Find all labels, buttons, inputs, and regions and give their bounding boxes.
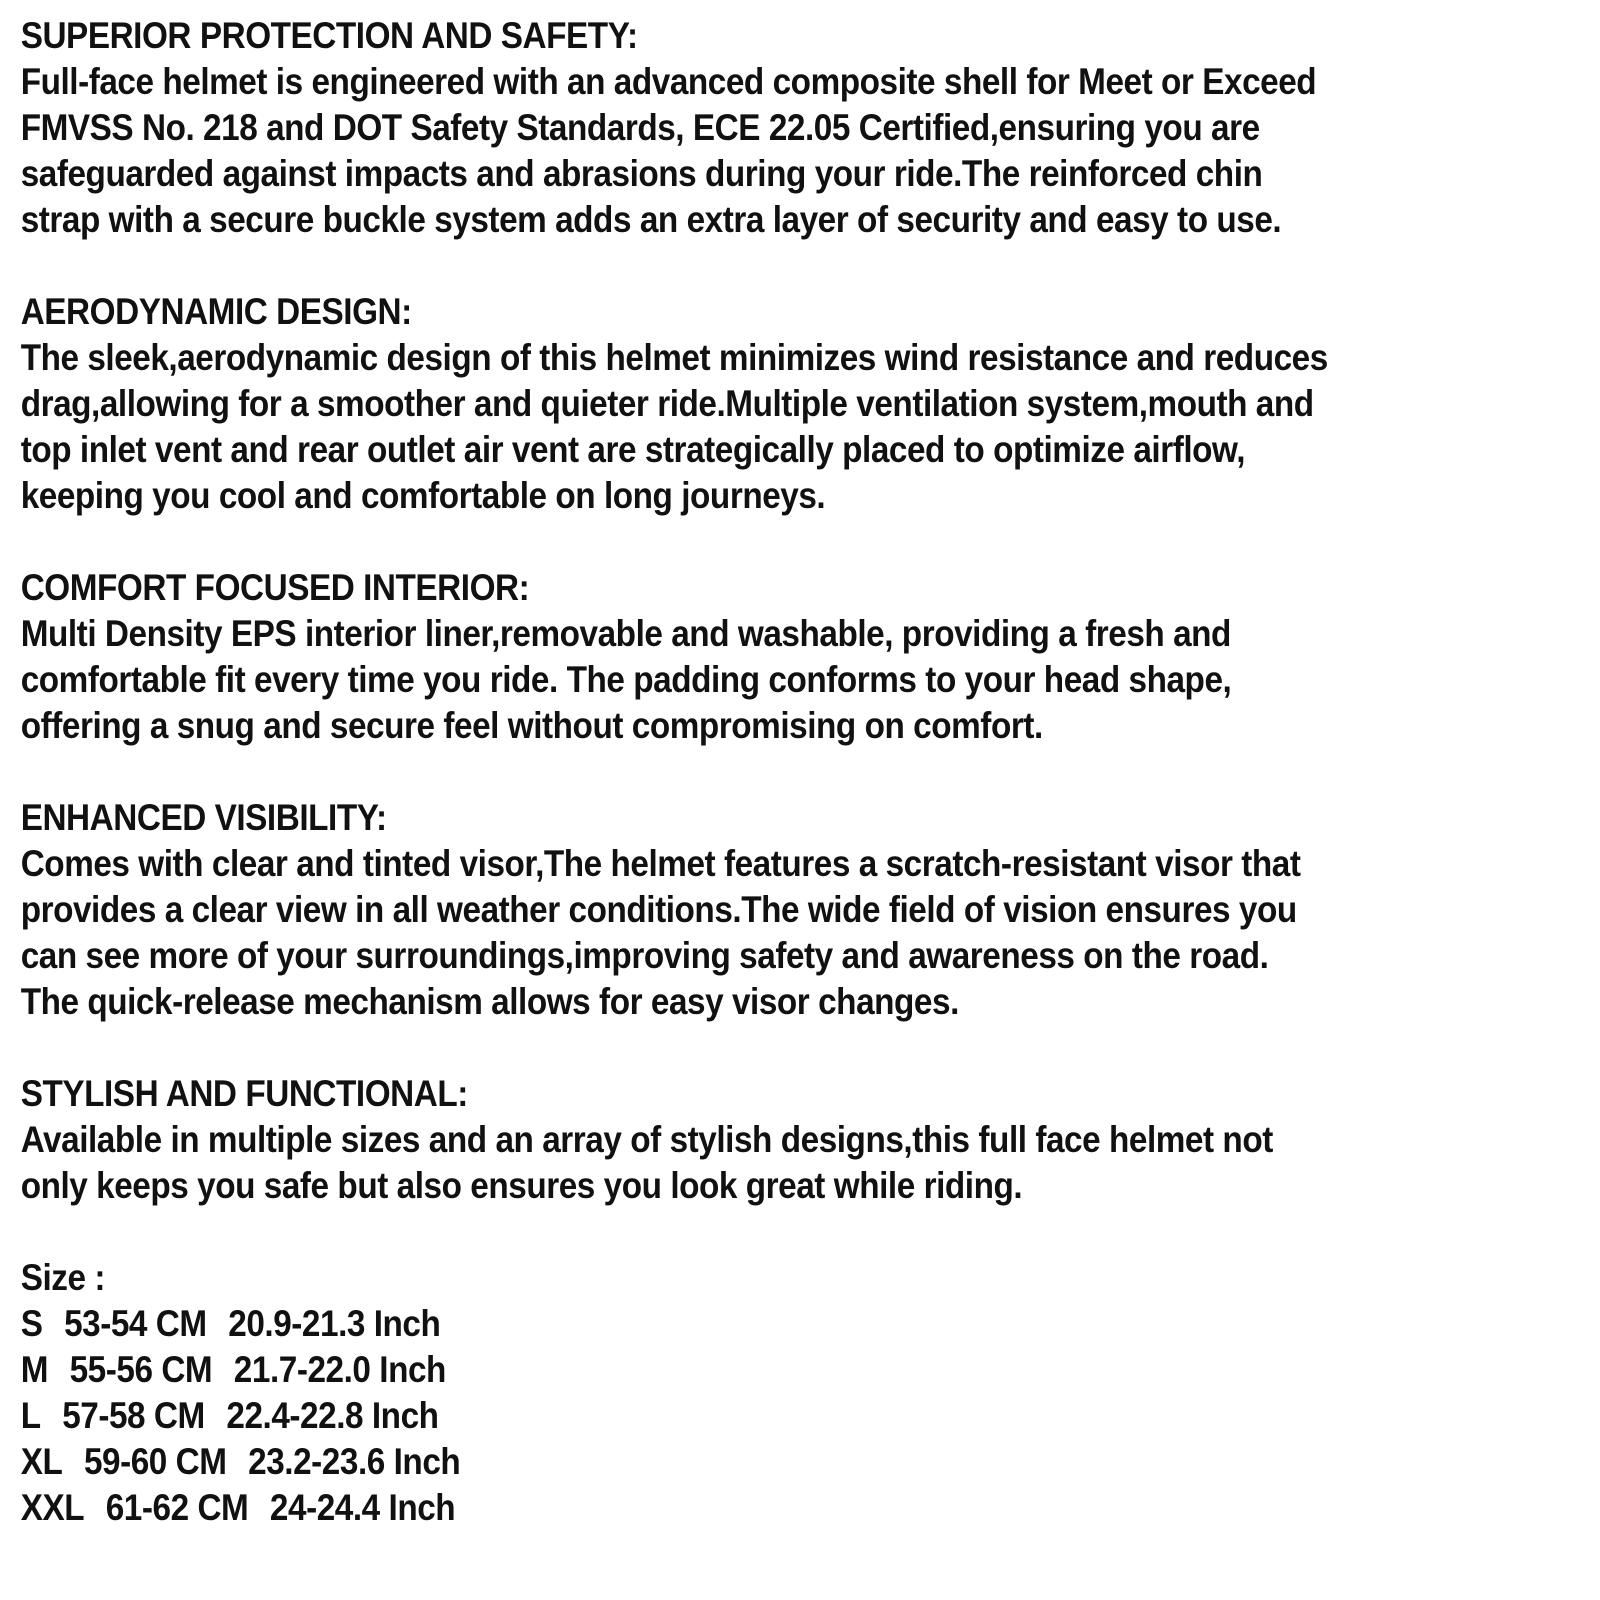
- section-line: Available in multiple sizes and an array of stylish designs,this full face helmet not: [20, 1119, 1273, 1160]
- section-comfort-interior: [21, 565, 1584, 749]
- size-inch: 22.4-22.8 Inch: [226, 1395, 439, 1436]
- size-inch: 20.9-21.3 Inch: [228, 1303, 441, 1344]
- section-line: Full-face helmet is engineered with an advanced composite shell for Meet or Exceed: [20, 61, 1317, 102]
- size-row: [21, 1485, 1584, 1531]
- size-row: [21, 1301, 1584, 1347]
- section-line: strap with a secure buckle system adds an extra layer of security and easy to use.: [20, 199, 1282, 240]
- section-line: can see more of your surroundings,improving safety and awareness on the road.: [20, 935, 1269, 976]
- section-aerodynamic-design: [21, 289, 1584, 519]
- size-value: S: [20, 1303, 43, 1344]
- section-heading: AERODYNAMIC DESIGN:: [20, 291, 412, 332]
- section-heading: STYLISH AND FUNCTIONAL:: [20, 1073, 468, 1114]
- size-cm: 55-56 CM: [69, 1349, 213, 1390]
- size-cm: 59-60 CM: [83, 1441, 227, 1482]
- section-line: The sleek,aerodynamic design of this helmet minimizes wind resistance and reduces: [20, 337, 1328, 378]
- section-superior-protection: [21, 13, 1584, 243]
- size-cm: 53-54 CM: [64, 1303, 207, 1344]
- size-row: [21, 1439, 1584, 1485]
- section-heading: COMFORT FOCUSED INTERIOR:: [20, 567, 530, 608]
- size-row: [21, 1347, 1584, 1393]
- section-enhanced-visibility: [21, 795, 1584, 1025]
- section-line: Comes with clear and tinted visor,The helmet features a scratch-resistant visor that: [20, 843, 1301, 884]
- size-value: M: [20, 1349, 48, 1390]
- section-line: keeping you cool and comfortable on long journeys.: [20, 475, 826, 516]
- size-value: XXL: [20, 1487, 85, 1528]
- section-line: provides a clear view in all weather conditions.The wide field of vision ensures you: [20, 889, 1297, 930]
- section-heading: ENHANCED VISIBILITY:: [20, 797, 387, 838]
- section-line: FMVSS No. 218 and DOT Safety Standards, ECE 22.05 Certified,ensuring you are: [20, 107, 1260, 148]
- size-cm: 57-58 CM: [62, 1395, 205, 1436]
- size-row: [21, 1393, 1584, 1439]
- size-inch: 21.7-22.0 Inch: [233, 1349, 446, 1390]
- section-line: The quick-release mechanism allows for easy visor changes.: [20, 981, 959, 1022]
- size-inch: 24-24.4 Inch: [269, 1487, 456, 1528]
- size-chart-label: Size :: [20, 1257, 105, 1298]
- section-line: offering a snug and secure feel without compromising on comfort.: [20, 705, 1043, 746]
- size-inch: 23.2-23.6 Inch: [248, 1441, 461, 1482]
- size-chart: [21, 1255, 1584, 1531]
- size-cm: 61-62 CM: [105, 1487, 249, 1528]
- section-line: Multi Density EPS interior liner,removable and washable, providing a fresh and: [20, 613, 1231, 654]
- section-heading: SUPERIOR PROTECTION AND SAFETY:: [20, 15, 638, 56]
- size-value: XL: [20, 1441, 63, 1482]
- size-value: L: [20, 1395, 41, 1436]
- section-line: safeguarded against impacts and abrasions during your ride.The reinforced chin: [20, 153, 1263, 194]
- section-line: only keeps you safe but also ensures you look great while riding.: [20, 1165, 1023, 1206]
- section-stylish-functional: [21, 1071, 1584, 1209]
- section-line: drag,allowing for a smoother and quieter ride.Multiple ventilation system,mouth and: [20, 383, 1314, 424]
- section-line: comfortable fit every time you ride. The padding conforms to your head shape,: [20, 659, 1232, 700]
- section-line: top inlet vent and rear outlet air vent are strategically placed to optimize airflow,: [20, 429, 1246, 470]
